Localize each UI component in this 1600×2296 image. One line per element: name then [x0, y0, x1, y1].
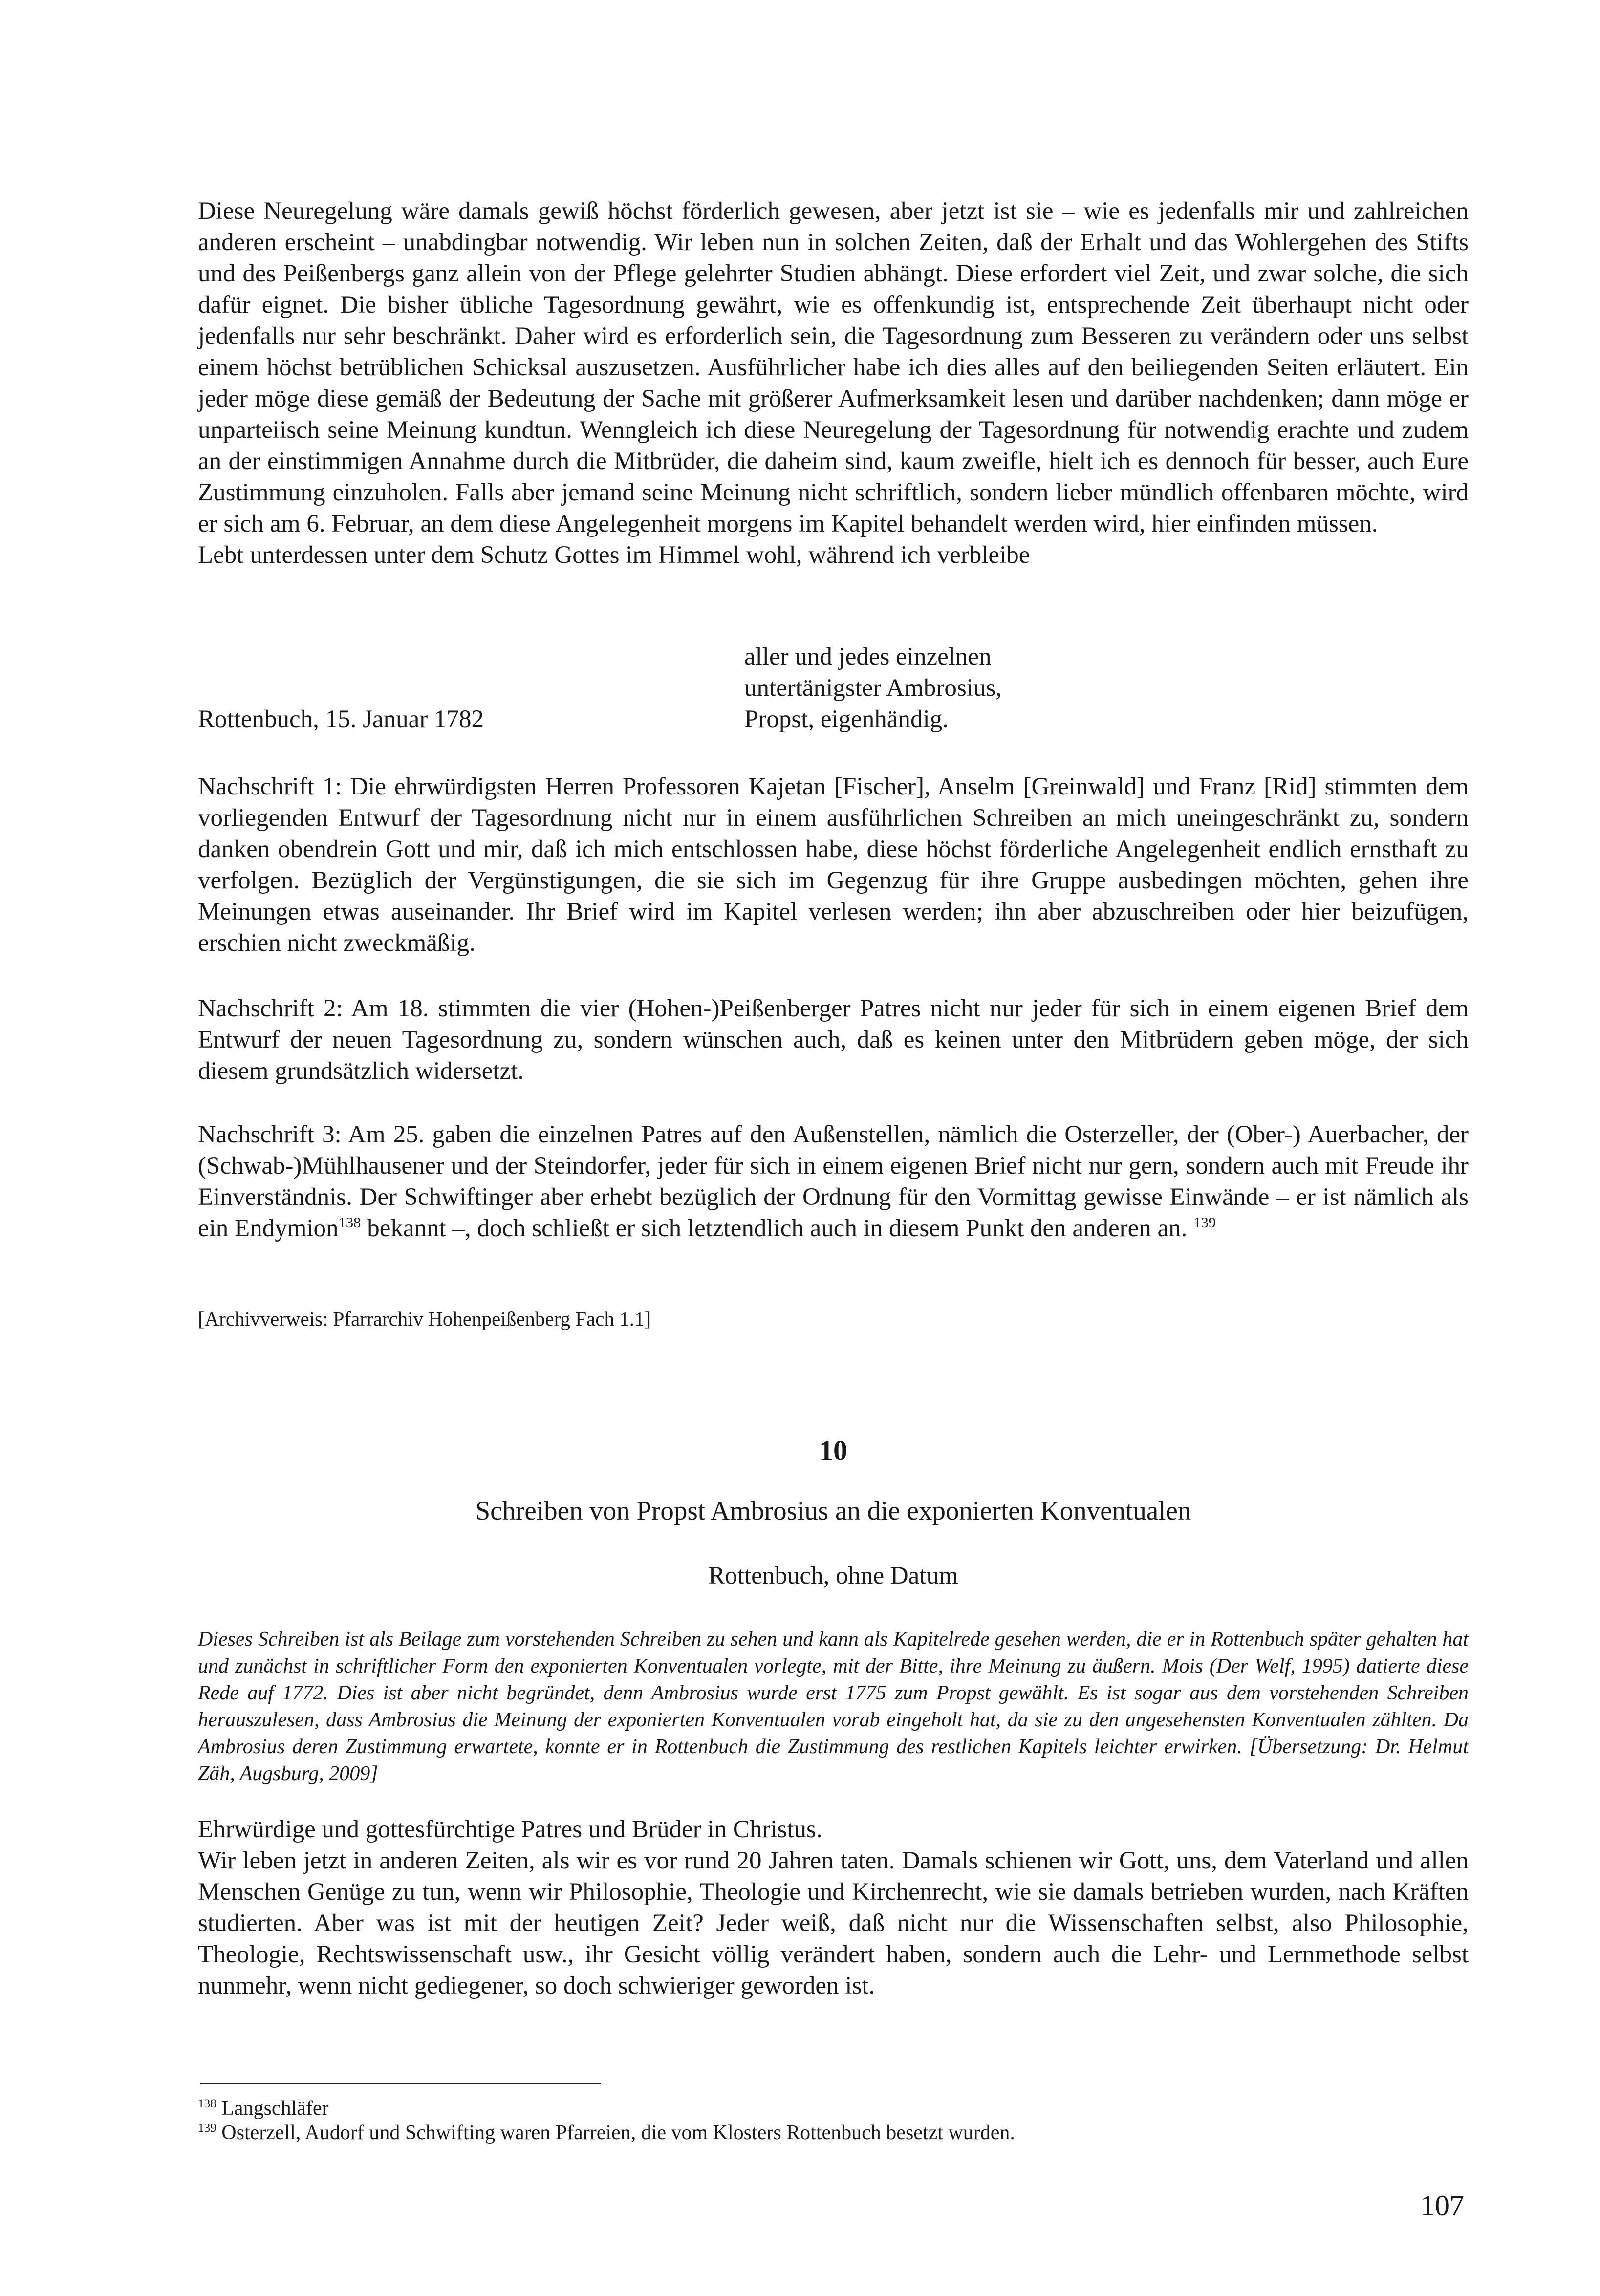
footnote-text: Langschläfer [221, 2097, 329, 2120]
postscript-text [198, 1119, 1469, 1244]
footnote-138 [198, 2096, 1469, 2121]
footnote-number: 138 [198, 2097, 216, 2110]
place-date: Rottenbuch, 15. Januar 1782 [198, 706, 484, 733]
postscript-text: Nachschrift 2: Am 18. stimmten die vier (Hohen-)Peißenberger Patres nicht nur jeder für sich in einem eigenen Brief dem Entwurf der neuen Tagesordnung zu, sondern wünschen auch, daß es keinen unter den Mitbrüdern geben möge, der sich diesem grundsätzlich widersetzt. [198, 995, 1469, 1085]
document-intro [198, 1626, 1469, 1787]
signature-block [744, 641, 1002, 735]
salutation: Ehrwürdige und gottesfürchtige Patres und Brüder in Christus. [198, 1816, 822, 1843]
footnote-number: 139 [198, 2122, 216, 2135]
footnote-ref-139: 139 [1193, 1214, 1216, 1231]
letter-main-paragraph: Diese Neuregelung wäre damals gewiß höchst förderlich gewesen, aber jetzt ist sie – wie es jedenfalls mir und zahlreichen anderen erscheint – unabdingbar notwendig. Wir leben nun in solchen Zeiten, daß der Erhalt und das Wohlergehen des Stifts und des Peißenbergs ganz allein von der Pflege gelehrter Studien abhängt. Diese erfordert viel Zeit, und zwar solche, die sich dafür eignet. Die bisher übliche Tagesordnung gewährt, wie es offenkundig ist, entsprechende Zeit überhaupt nicht oder jedenfalls nur sehr beschränkt. Daher wird es erforderlich sein, die Tagesordnung zum Besseren zu verändern oder uns selbst einem höchst betrüblichen Schicksal auszusetzen. Ausführlicher habe ich dies alles auf den beiliegenden Seiten erläutert. Ein jeder möge diese gemäß der Bedeutung der Sache mit größerer Aufmerksamkeit lesen und darüber nachdenken; dann möge er unparteiisch seine Meinung kundtun. Wenngleich ich diese Neuregelung der Tagesordnung für notwendig erachte und zudem an der einstimmigen Annahme durch die Mitbrüder, die daheim sind, kaum zweifle, hielt ich es dennoch für besser, auch Eure Zustimmung einzuholen. Falls aber jemand seine Meinung nicht schriftlich, sondern lieber mündlich offenbaren möchte, wird er sich am 6. Februar, an dem diese Angelegenheit morgens im Kapitel behandelt werden wird, hier einfinden müssen. [198, 197, 1469, 537]
footnote-text: Osterzell, Audorf und Schwifting waren Pfarreien, die vom Klosters Rottenbuch besetzt wurden. [221, 2122, 1015, 2144]
signature-line: untertänigster Ambrosius, [744, 674, 1002, 702]
letter-body [198, 195, 1469, 571]
document-body [198, 1814, 1469, 2001]
postscript-1 [198, 771, 1469, 959]
postscript-3-part2: bekannt –, doch schließt er sich letztendlich auch in diesem Punkt den anderen an. [361, 1215, 1188, 1242]
intro-text: Dieses Schreiben ist als Beilage zum vorstehenden Schreiben zu sehen und kann als Kapitelrede gesehen werden, die er in Rottenbuch später gehalten hat und zunächst in schriftlicher Form den exponierten Konventualen vorlegte, mit der Bitte, ihre Meinung zu äußern. Mois (Der Welf, 1995) datierte diese Rede auf 1772. Dies ist aber nicht begründet, denn Ambrosius wurde erst 1775 zum Propst gewählt. Es ist sogar aus dem vorstehenden Schreiben herauszulesen, dass Ambrosius die Meinung der exponierten Konventualen vorab eingeholt hat, da sie zu den angesehensten Konventualen zählten. Da Ambrosius deren Zustimmung erwartete, konnte er in Rottenbuch die Zustimmung des restlichen Kapitels leichter erwirken. [Übersetzung: Dr. Helmut Zäh, Augsburg, 2009] [198, 1628, 1469, 1785]
page-number: 107 [1420, 2189, 1464, 2222]
signature-line: aller und jedes einzelnen [744, 643, 992, 670]
postscript-3-part1: Nachschrift 3: Am 25. gaben die einzelnen Patres auf den Außenstellen, nämlich die Osterzeller, der (Ober-) Auerbacher, der (Schwab-)Mühlhausener und der Steindorfer, jeder für sich in einem eigenen Brief nicht nur gern, sondern auch mit Freude ihr Einverständnis. Der Schwiftinger aber erhebt bezüglich der Ordnung für den Vormittag gewisse Einwände – er ist nämlich als ein Endymion [198, 1121, 1469, 1242]
document-place: Rottenbuch, ohne Datum [708, 1562, 958, 1589]
body-paragraph: Wir leben jetzt in anderen Zeiten, als wir es vor rund 20 Jahren taten. Damals schienen wir Gott, uns, dem Vaterland und allen Menschen Genüge zu tun, wenn wir Philosophie, Theologie und Kirchenrecht, wie sie damals betrieben wurden, nach Kräften studierten. Aber was ist mit der heutigen Zeit? Jeder weiß, daß nicht nur die Wissenschaften selbst, also Philosophie, Theologie, Rechtswissenschaft usw., ihr Gesicht völlig verändert haben, sondern auch die Lehr- und Lernmethode selbst nunmehr, wenn nicht gediegener, so doch schwieriger geworden ist. [198, 1847, 1469, 1999]
letter-closing-line: Lebt unterdessen unter dem Schutz Gottes im Himmel wohl, während ich verbleibe [198, 541, 1030, 569]
footnote-separator [200, 2083, 601, 2084]
footnote-139 [198, 2121, 1469, 2145]
signature-line: Propst, eigenhändig. [744, 706, 949, 733]
footnote-ref-138: 138 [338, 1214, 361, 1231]
postscript-2 [198, 993, 1469, 1087]
footnotes [198, 2096, 1469, 2145]
postscript-3 [198, 1119, 1469, 1244]
document-title: Schreiben von Propst Ambrosius an die exponierten Konventualen [475, 1496, 1191, 1525]
postscript-text: Nachschrift 1: Die ehrwürdigsten Herren Professoren Kajetan [Fischer], Anselm [Greinwald] und Franz [Rid] stimmten dem vorliegenden Entwurf der Tagesordnung nicht nur in einem ausführlichen Schreiben an mich uneingeschränkt zu, sondern danken obendrein Gott und mir, daß ich mich entschlossen habe, diese höchst förderliche Angelegenheit endlich ernsthaft zu verfolgen. Bezüglich der Vergünstigungen, die sie sich im Gegenzug für ihre Gruppe ausbedingen möchten, gehen ihre Meinungen etwas auseinander. Ihr Brief wird im Kapitel verlesen werden; ihn aber abzuschreiben oder hier beizufügen, erschien nicht zweckmäßig. [198, 773, 1469, 957]
document-number: 10 [819, 1435, 847, 1466]
archive-reference: [Archivverweis: Pfarrarchiv Hohenpeißenberg Fach 1.1] [198, 1308, 651, 1330]
